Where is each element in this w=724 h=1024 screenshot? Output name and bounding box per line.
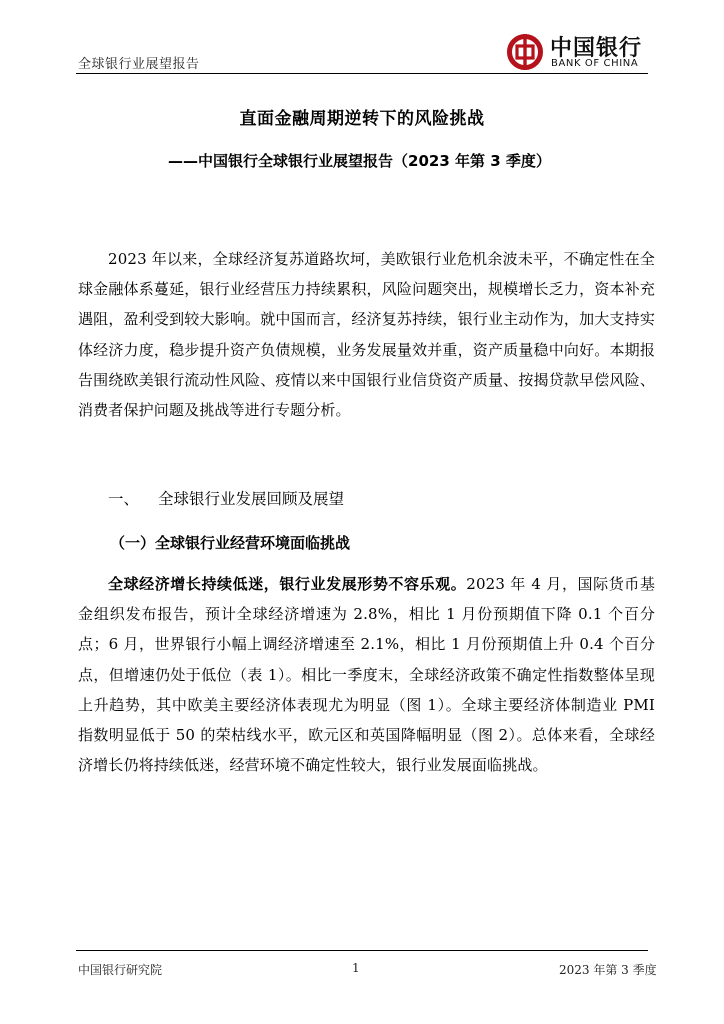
footer-institute: 中国银行研究院 <box>78 963 163 977</box>
bank-of-china-emblem-icon <box>506 33 544 71</box>
bank-of-china-logo <box>506 30 648 72</box>
document-title: 直面金融周期逆转下的风险挑战 <box>239 109 485 129</box>
section-heading <box>108 487 344 509</box>
intro-paragraph: 2023 年以来，全球经济复苏道路坎坷，美欧银行业危机余波未平，不确定性在全球金融体系蔓延，银行业经营压力持续累积，风险问题突出，规模增长乏力，资本补充遇阻，盈利受到较大影响。就中国而言，经济复苏持续，银行业主动作为，加大支持实体经济力度，稳步提升资产负债规模，业务发展量效并重，资产质量稳中向好。本期报告围绕欧美银行流动性风险、疫情以来中国银行业信贷资产质量、按揭贷款早偿风险、消费者保护问题及挑战等进行专题分析。 <box>78 250 655 420</box>
section-number: 一、 <box>108 490 140 508</box>
footer-divider <box>76 950 648 951</box>
running-header-title: 全球银行业展望报告 <box>78 57 200 72</box>
body-paragraph-text: 2023 年 4 月，国际货币基金组织发布报告，预计全球经济增速为 2.8%，相比 1 月份预期值下降 0.1 个百分点；6 月，世界银行小幅上调经济增速至 2.1%，相比 1 月份预期值上升 0.4 个百分点，但增速仍处于低位（表 1）。相比一季度末，全球经济政策不确定性指数整体呈现上升趋势，其中欧美主要经济体表现尤为明显（图 1）。全球主要经济体制造业 PMI 指数明显低于 50 的荣枯线水平，欧元区和英国降幅明显（图 2）。总体来看，全球经济增长仍将持续低迷，经营环境不确定性较大，银行业发展面临挑战。 <box>78 575 655 775</box>
footer-period: 2023 年第 3 季度 <box>559 963 657 977</box>
body-paragraph-lead: 全球经济增长持续低迷，银行业发展形势不容乐观。 <box>108 575 467 593</box>
footer-page-number: 1 <box>352 961 360 975</box>
header-divider <box>76 73 648 74</box>
document-subtitle: ——中国银行全球银行业展望报告（2023 年第 3 季度） <box>168 152 551 170</box>
logo-chinese-name: 中国银行 <box>550 35 643 61</box>
body-paragraph <box>78 569 655 780</box>
subsection-heading: （一）全球银行业经营环境面临挑战 <box>110 534 351 552</box>
logo-english-name: BANK OF CHINA <box>551 58 639 69</box>
section-title: 全球银行业发展回顾及展望 <box>158 490 345 508</box>
